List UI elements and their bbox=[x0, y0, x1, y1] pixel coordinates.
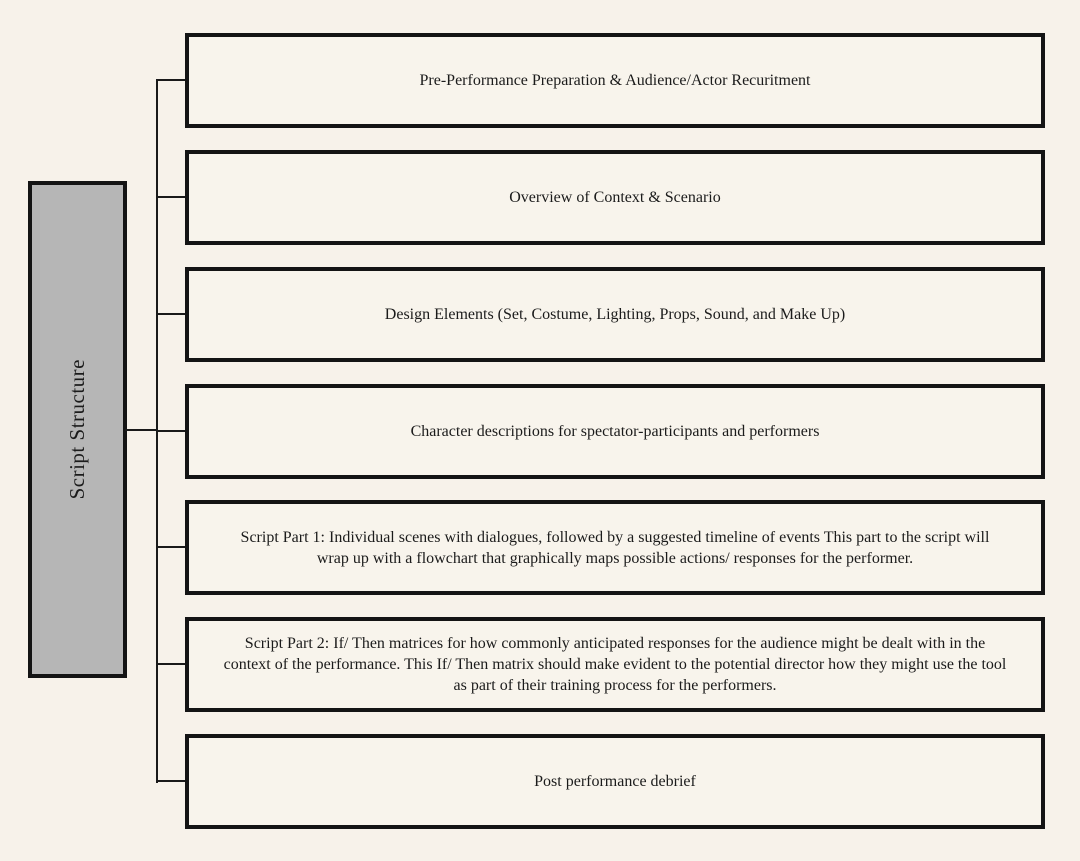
connector-stub-2 bbox=[156, 196, 186, 198]
node-label: Overview of Context & Scenario bbox=[509, 189, 721, 206]
node-post-performance-debrief bbox=[185, 734, 1045, 829]
node-character-descriptions bbox=[185, 384, 1045, 479]
connector-stub-5 bbox=[156, 546, 186, 548]
node-label: Pre-Performance Preparation & Audience/Actor Recuritment bbox=[419, 72, 811, 89]
node-label: Character descriptions for spectator-participants and performers bbox=[410, 423, 820, 440]
node-label: Script Part 1: Individual scenes with dialogues, followed by a suggested timeline of events This part to the script will wrap up with a flowchart that graphically maps possible actions/ responses for the performer. bbox=[240, 528, 990, 567]
node-label: Design Elements (Set, Costume, Lighting, Props, Sound, and Make Up) bbox=[384, 306, 846, 323]
node-script-part-1 bbox=[185, 500, 1045, 595]
connector-stub-1 bbox=[156, 79, 186, 81]
root-node-script-structure bbox=[28, 181, 127, 678]
connector-stub-3 bbox=[156, 313, 186, 315]
node-label: Post performance debrief bbox=[534, 773, 696, 790]
root-node-label: Script Structure bbox=[65, 359, 89, 500]
node-design-elements bbox=[185, 267, 1045, 362]
node-pre-performance-preparation bbox=[185, 33, 1045, 128]
node-script-part-2 bbox=[185, 617, 1045, 712]
node-label: Script Part 2: If/ Then matrices for how commonly anticipated responses for the audience might be dealt with in the context of the performance. This If/ Then matrix should make evident to the potential director how they might use the tool as part of their training process for the performers. bbox=[223, 635, 1007, 694]
connector-stub-6 bbox=[156, 663, 186, 665]
node-overview-context-scenario bbox=[185, 150, 1045, 245]
connector-stub-4 bbox=[156, 430, 186, 432]
connector-stub-7 bbox=[156, 780, 186, 782]
connector-root-to-trunk bbox=[125, 429, 158, 431]
